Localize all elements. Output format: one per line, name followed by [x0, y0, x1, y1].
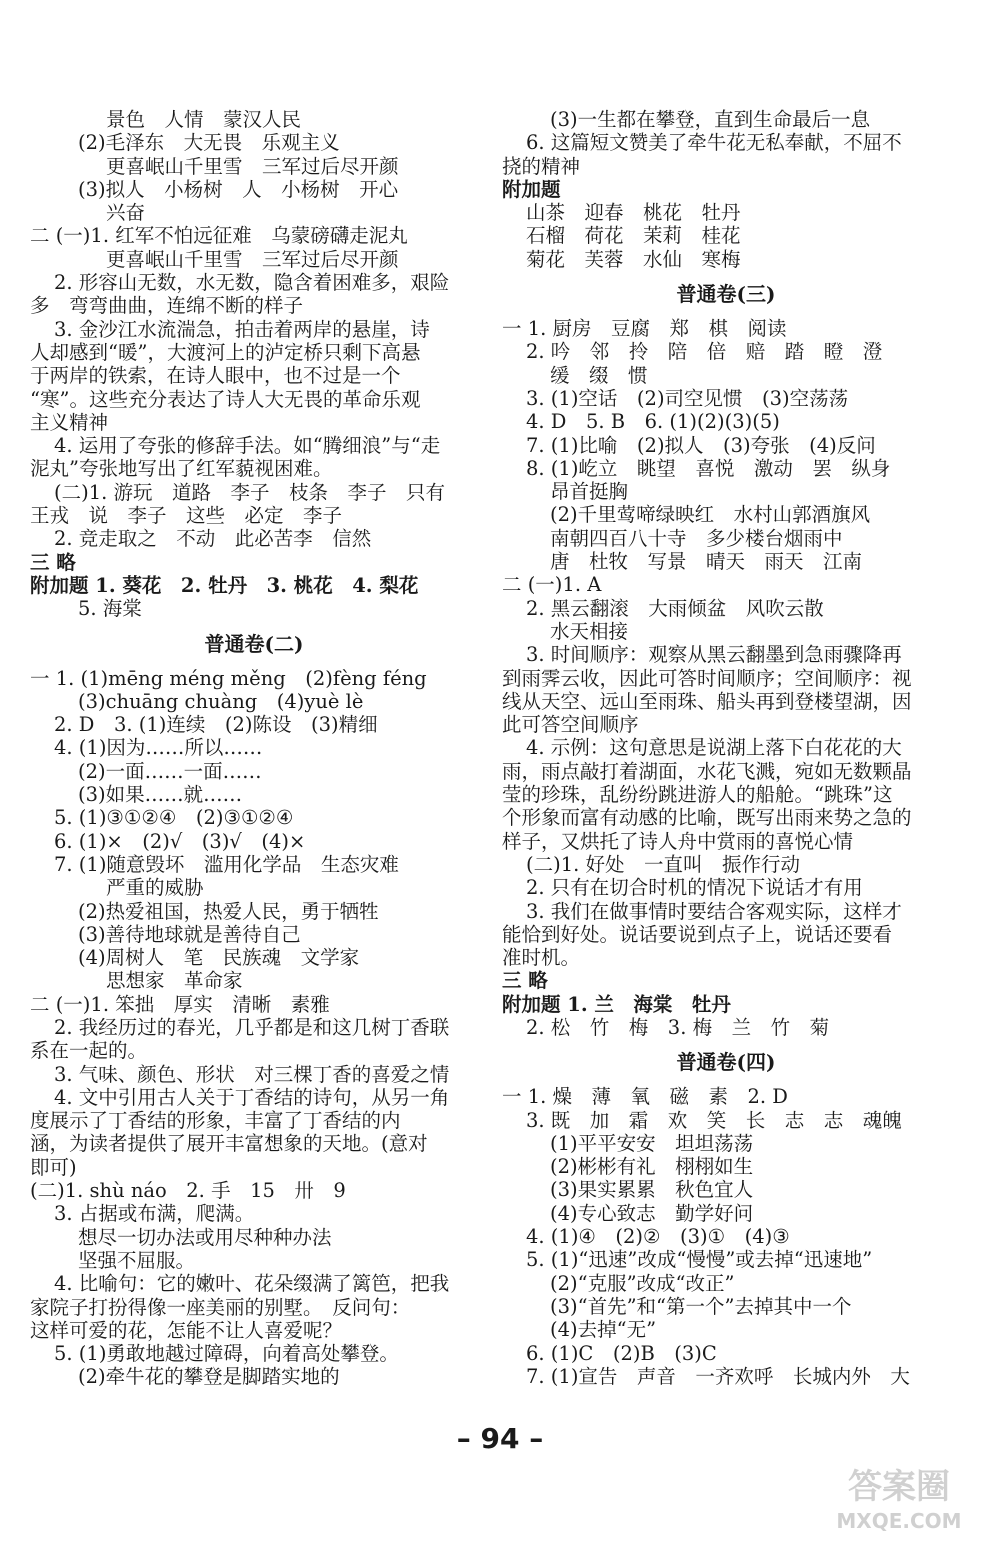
answer-line: 个形象而富有动感的比喻，既写出雨来势之急的 — [502, 806, 912, 830]
answer-line: 线从天空、远山至雨珠、船头再到登楼望湖，因 — [502, 689, 912, 713]
answer-line: 昂首挺胸 — [550, 480, 629, 504]
answer-line: (3)拟人 小杨树 人 小杨树 开心 — [78, 177, 399, 201]
answer-line: 更喜岷山千里雪 三军过后尽开颜 — [106, 154, 399, 178]
answer-line: 一 1. 厨房 豆腐 郑 棋 阅读 — [502, 317, 787, 341]
watermark-brand: 答案圈 — [848, 1467, 950, 1507]
answer-line: 菊花 芙蓉 水仙 寒梅 — [526, 247, 741, 271]
section-title: 普通卷(四) — [676, 1050, 776, 1075]
answer-line: (二)1. shù náo 2. 手 15 卅 9 — [30, 1179, 346, 1203]
answer-line: 2. 黑云翻滚 大雨倾盆 风吹云散 — [526, 596, 824, 620]
answer-line: 景色 人情 蒙汉人民 — [106, 108, 302, 131]
answer-line: (二)1. 好处 一直叫 振作行动 — [526, 852, 801, 876]
answer-line: 到雨霁云收，因此可答时间顺序；空间顺序：视 — [502, 666, 912, 690]
answer-line: 更喜岷山千里雪 三军过后尽开颜 — [106, 247, 399, 271]
answer-line: 二 (一)1. 笨拙 厚实 清晰 素雅 — [30, 992, 330, 1016]
answer-line: (3)“首先”和“第一个”去掉其中一个 — [550, 1294, 852, 1318]
answer-line: 6. 这篇短文赞美了牵牛花无私奉献，不屈不 — [526, 131, 902, 155]
answer-line: 2. 我经历过的春光，几乎都是和这几树丁香联 — [54, 1015, 450, 1039]
answer-line: 7. (1)随意毁坏 滥用化学品 生态灾难 — [54, 852, 399, 876]
answer-line: 2. D 3. (1)连续 (2)陈设 (3)精细 — [54, 713, 378, 737]
answer-line: 石榴 荷花 茉莉 桂花 — [526, 224, 741, 248]
answer-line: (3)chuāng chuàng (4)yuè lè — [78, 689, 364, 713]
answer-line: 即可) — [30, 1155, 77, 1179]
answer-line: 莹的珍珠，乱纷纷跳进游人的船舱。“跳珠”这 — [502, 783, 893, 807]
answer-line: 6. (1)× (2)√ (3)√ (4)× — [54, 829, 306, 853]
answer-line: 4. 运用了夸张的修辞手法。如“腾细浪”与“走 — [54, 434, 441, 458]
answer-line: 缓 缀 惯 — [550, 363, 648, 387]
answer-line: 坚强不屈服。 — [78, 1248, 196, 1272]
answer-line: 雨，雨点敲打着湖面，水花飞溅，宛如无数颗晶 — [502, 759, 912, 783]
answer-line: 唐 杜牧 写景 晴天 雨天 江南 — [550, 550, 863, 574]
answer-line: 水天相接 — [550, 619, 629, 643]
answer-line: 6. (1)C (2)B (3)C — [526, 1341, 717, 1365]
answer-line: 三 略 — [502, 969, 548, 993]
left-column — [30, 108, 478, 1389]
answer-line: 附加题 — [502, 177, 561, 201]
right-column — [502, 108, 950, 1388]
answer-line: 兴奋 — [106, 201, 146, 225]
watermark-logo — [814, 1458, 984, 1538]
answer-line: (3)如果……就…… — [78, 783, 243, 807]
answer-line: 泥丸”夸张地写出了红军藐视困难。 — [30, 457, 333, 481]
answer-line: 3. 时间顺序：观察从黑云翻墨到急雨骤降再 — [526, 643, 902, 667]
answer-line: 4. D 5. B 6. (1)(2)(3)(5) — [526, 410, 780, 434]
answer-line: 3. (1)空话 (2)司空见惯 (3)空荡荡 — [526, 386, 849, 410]
answer-line: (3)一生都在攀登，直到生命最后一息 — [550, 108, 871, 131]
answer-line: 准时机。 — [502, 946, 581, 970]
answer-line: 4. 示例：这句意思是说湖上落下白花花的大 — [526, 736, 902, 760]
answer-line: 7. (1)比喻 (2)拟人 (3)夸张 (4)反问 — [526, 433, 876, 457]
answer-line: (2)彬彬有礼 栩栩如生 — [550, 1155, 754, 1179]
page-number: – 94 – — [456, 1422, 544, 1455]
answer-line: (4)去掉“无” — [550, 1318, 657, 1342]
answer-line: (4)周树人 笔 民族魂 文学家 — [78, 946, 360, 970]
answer-line: 二 (一)1. 红军不怕远征难 乌蒙磅礴走泥丸 — [30, 224, 408, 248]
answer-line: 人却感到“暖”，大渡河上的泸定桥只剩下高悬 — [30, 340, 421, 364]
answer-line: 于两岸的铁索，在诗人眼中，也不过是一个 — [30, 364, 401, 388]
answer-line: 4. 比喻句：它的嫩叶、花朵缀满了篱笆，把我 — [54, 1272, 450, 1296]
answer-line: 度展示了丁香结的形象，丰富了丁香结的内 — [30, 1109, 401, 1133]
answer-line: 2. 只有在切合时机的情况下说话才有用 — [526, 876, 863, 900]
answer-line: 二 (一)1. A — [502, 573, 602, 597]
answer-line: 2. 吟 邻 拎 陪 倍 赔 踏 瞪 澄 — [526, 340, 883, 364]
answer-line: 挠的精神 — [502, 154, 581, 178]
answer-line: (2)一面……一面…… — [78, 759, 262, 783]
answer-line: 4. (1)因为……所以…… — [54, 736, 263, 760]
answer-line: 主义精神 — [30, 410, 109, 434]
answer-line: 7. (1)宣告 声音 一齐欢呼 长城内外 大 — [526, 1364, 910, 1388]
answer-line: (二)1. 游玩 道路 李子 枝条 李子 只有 — [54, 480, 446, 504]
answer-line: 3. 我们在做事情时要结合客观实际，这样才 — [526, 899, 902, 923]
answer-line: 严重的威胁 — [106, 876, 204, 900]
answer-line: (2)千里莺啼绿映红 水村山郭酒旗风 — [550, 503, 871, 527]
answer-line: 涵，为读者提供了展开丰富想象的天地。(意对 — [30, 1132, 428, 1156]
answer-line: (3)善待地球就是善待自己 — [78, 922, 301, 946]
answer-line: 山茶 迎春 桃花 牡丹 — [526, 201, 741, 225]
answer-line: 南朝四百八十寺 多少楼台烟雨中 — [550, 526, 843, 550]
answer-line: 附加题 1. 葵花 2. 牡丹 3. 桃花 4. 梨花 — [30, 573, 419, 597]
answer-line: 此可答空间顺序 — [502, 713, 639, 737]
answer-line: 5. 海棠 — [78, 597, 142, 621]
answer-line: 4. 文中引用古人关于丁香结的诗句，从另一角 — [54, 1085, 450, 1109]
answer-line: (1)平平安安 坦坦荡荡 — [550, 1131, 754, 1155]
answer-line: 2. 松 竹 梅 3. 梅 兰 竹 菊 — [526, 1015, 830, 1039]
answer-line: 多 弯弯曲曲，连绵不断的样子 — [30, 294, 304, 318]
answer-line: 2. 形容山无数，水无数，隐含着困难多，艰险 — [54, 271, 450, 295]
answer-line: 家院子打扮得像一座美丽的别墅。 反问句： — [30, 1295, 411, 1319]
answer-line: 3. 既 加 霜 欢 笑 长 志 志 魂魄 — [526, 1108, 902, 1132]
section-title: 普通卷(三) — [676, 282, 776, 307]
answer-line: 一 1. (1)mēng méng měng (2)fèng féng — [30, 666, 427, 690]
answer-line: 样子，又烘托了诗人舟中赏雨的喜悦心情 — [502, 829, 854, 853]
answer-line: 8. (1)屹立 眺望 喜悦 激动 罢 纵身 — [526, 456, 891, 480]
answer-line: 3. 占据或布满，爬满。 — [54, 1202, 255, 1226]
answer-line: (2)热爱祖国，热爱人民，勇于牺牲 — [78, 899, 379, 923]
answer-line: (2)毛泽东 大无畏 乐观主义 — [78, 131, 340, 155]
answer-line: 4. (1)④ (2)② (3)① (4)③ — [526, 1225, 790, 1249]
answer-line: (2)牵牛花的攀登是脚踏实地的 — [78, 1365, 340, 1389]
answer-line: “寒”。这些充分表达了诗人大无畏的革命乐观 — [30, 387, 421, 411]
answer-line: 3. 金沙江水流湍急，拍击着两岸的悬崖，诗 — [54, 317, 430, 341]
answer-line: 三 略 — [30, 550, 76, 574]
answer-line: (2)“克服”改成“改正” — [550, 1271, 735, 1295]
answer-line: 王戎 说 李子 这些 必定 李子 — [30, 504, 343, 528]
answer-line: (3)果实累累 秋色宜人 — [550, 1178, 754, 1202]
answer-line: 一 1. 燥 薄 氧 磁 素 2. D — [502, 1085, 788, 1109]
answer-line: 5. (1)勇敢地越过障碍，向着高处攀登。 — [54, 1342, 399, 1366]
section-title: 普通卷(二) — [204, 631, 304, 656]
answer-line: 5. (1)③①②④ (2)③①②④ — [54, 806, 294, 830]
answer-line: 思想家 革命家 — [106, 969, 243, 993]
answer-line: 5. (1)“迅速”改成“慢慢”或去掉“迅速地” — [526, 1248, 873, 1272]
answer-line: 系在一起的。 — [30, 1039, 148, 1063]
watermark-url: MXQE.COM — [836, 1509, 962, 1533]
answer-line: 想尽一切办法或用尽种种办法 — [78, 1225, 332, 1249]
answer-line: 能恰到好处。说话要说到点子上，说话还要看 — [502, 922, 893, 946]
answer-line: 附加题 1. 兰 海棠 牡丹 — [502, 992, 731, 1016]
answer-line: 3. 气味、颜色、形状 对三棵丁香的喜爱之情 — [54, 1062, 450, 1086]
answer-line: 这样可爱的花，怎能不让人喜爱呢？ — [30, 1318, 343, 1342]
answer-line: (4)专心致志 勤学好问 — [550, 1201, 754, 1225]
answer-line: 2. 竞走取之 不动 此必苦李 信然 — [54, 527, 372, 551]
